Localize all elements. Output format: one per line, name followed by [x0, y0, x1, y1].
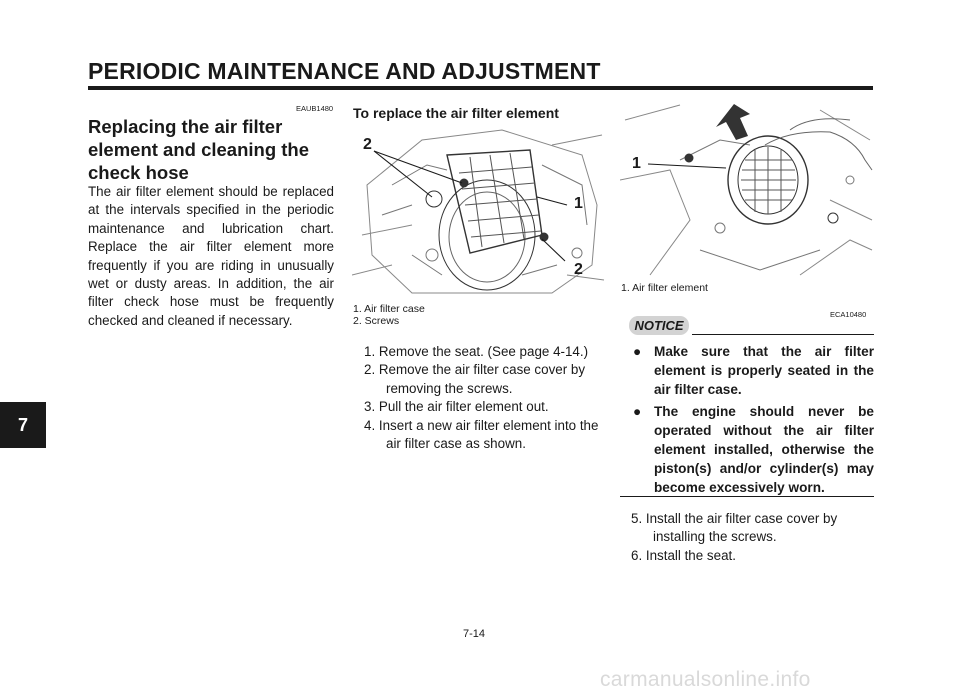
- figure2-caption-1: 1. Air filter element: [621, 282, 708, 294]
- step-4: 4. Insert a new air filter element into the air filter case as shown.: [364, 417, 599, 452]
- bullet-icon: ●: [633, 404, 642, 420]
- notice-list: [633, 343, 874, 501]
- callout-2b: 2: [574, 261, 583, 278]
- header-rule: [88, 86, 873, 90]
- notice-item-text: Make sure that the air filter element is properly seated in the air filter case.: [654, 344, 874, 397]
- step-2: 2. Remove the air filter case cover by removing the screws.: [364, 362, 586, 396]
- step-3: 3. Pull the air filter element out.: [364, 399, 549, 415]
- bullet-icon: ●: [633, 344, 642, 359]
- steps-list-a: [353, 343, 606, 453]
- notice-item-text: The engine should never be operated without the air filter element installed, otherwise the piston(s) and/or cylinder(s) may become excessively worn.: [654, 404, 874, 495]
- notice-code: ECA10480: [830, 310, 867, 319]
- watermark-text: carmanualsonline.info: [600, 668, 811, 691]
- steps-list-b: [620, 510, 874, 565]
- notice-item-2: [633, 403, 874, 497]
- figure-air-filter-case: [352, 125, 606, 295]
- section-code: EAUB1480: [296, 104, 334, 113]
- notice-item-1: [633, 343, 874, 399]
- figure1-caption-2: 2. Screws: [353, 315, 400, 327]
- page-number: 7-14: [463, 628, 486, 640]
- step-1: 1. Remove the seat. (See page 4-14.): [364, 344, 589, 359]
- step-6: 6. Install the seat.: [631, 547, 736, 563]
- notice-badge: NOTICE: [629, 316, 689, 335]
- page-header-title: PERIODIC MAINTENANCE AND ADJUSTMENT: [88, 58, 601, 84]
- callout-2a: 2: [363, 136, 372, 153]
- notice-rule-top: [692, 334, 874, 335]
- procedure-title: To replace the air filter element: [353, 105, 559, 121]
- notice-rule-bottom: [620, 496, 874, 497]
- chapter-tab[interactable]: 7: [0, 402, 46, 448]
- section-title: Replacing the air filter element and cleaning the check hose: [88, 116, 310, 183]
- figure-air-filter-element: [620, 100, 874, 278]
- figure1-caption-1: 1. Air filter case: [353, 303, 425, 315]
- callout-filter-element: 1: [632, 155, 641, 172]
- step-5: 5. Install the air filter case cover by installing the screws.: [631, 511, 838, 545]
- callout-1: 1: [574, 195, 583, 212]
- section-body: The air filter element should be replaced at the intervals specified in the periodic maintenance and lubrication chart. Replace the air filter element more frequently if you are riding in unusually wet or dusty areas. In addition, the air filter check hose must be frequently checked and cleaned if necessary.: [88, 184, 334, 328]
